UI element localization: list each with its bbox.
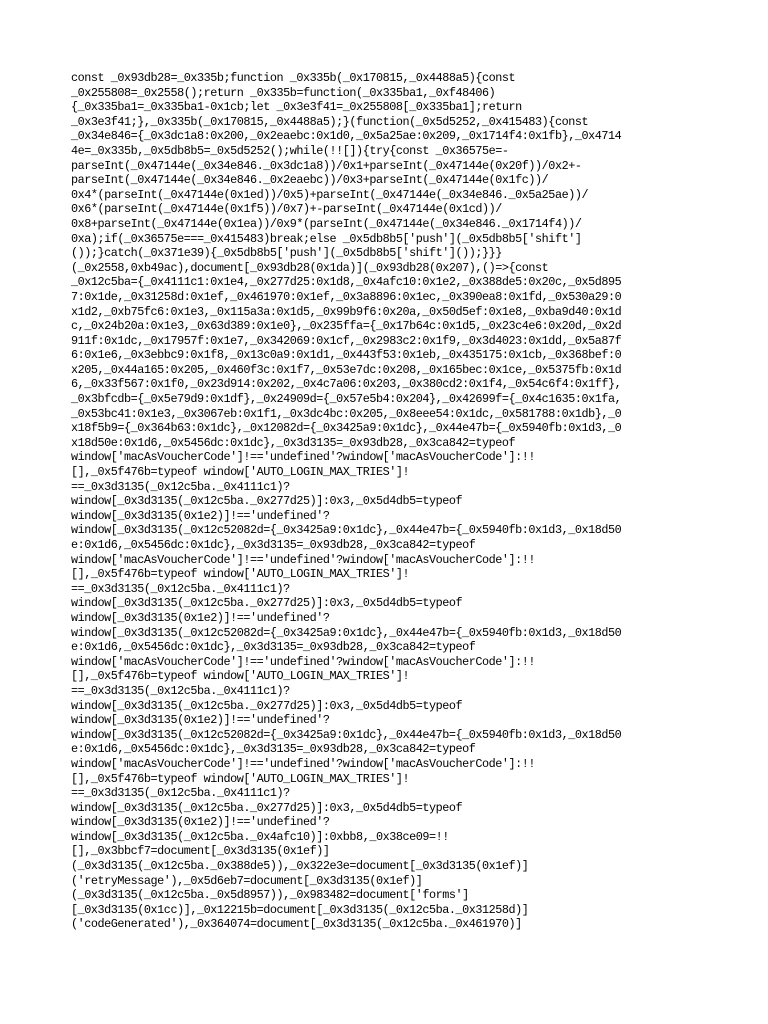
code-line: 0x4*(parseInt(_0x47144e(0x1ed))/0x5)+parseInt(_0x47144e(_0x34e846._0x5a25ae))/: [71, 187, 589, 202]
code-line: window[_0x3d3135(_0x12c5ba._0x277d25)]:0x3,_0x5d4db5=typeof: [71, 800, 463, 815]
code-line: window[_0x3d3135(_0x12c52082d={_0x3425a9:0x1dc},_0x44e47b={_0x5940fb:0x1d3,_0x18d50: [71, 523, 622, 538]
code-line: x1d2,_0xb75fc6:0x1e3,_0x115a3a:0x1d5,_0x99b9f6:0x20a,_0x50d5ef:0x1e8,_0xba9d40:0x1d: [71, 304, 622, 319]
code-line: 0xa);if(_0x36575e===_0x415483)break;else _0x5db8b5['push'](_0x5db8b5['shift']: [71, 231, 582, 246]
code-line: c,_0x24b20a:0x1e3,_0x63d389:0x1e0},_0x235ffa={_0x17b64c:0x1d5,_0x23c4e6:0x20d,_0x2d: [71, 319, 622, 334]
code-line: [],_0x5f476b=typeof window['AUTO_LOGIN_MAX_TRIES']!: [71, 771, 410, 786]
code-line: x18d50e:0x1d6,_0x5456dc:0x1dc},_0x3d3135=_0x93db28,_0x3ca842=typeof: [71, 435, 516, 450]
code-line: ==_0x3d3135(_0x12c5ba._0x4111c1)?: [71, 581, 290, 596]
code-line: window[_0x3d3135(0x1e2)]!=='undefined'?: [71, 508, 330, 523]
code-line: window[_0x3d3135(_0x12c52082d={_0x3425a9:0x1dc},_0x44e47b={_0x5940fb:0x1d3,_0x18d50: [71, 727, 622, 742]
code-line: parseInt(_0x47144e(_0x34e846._0x3dc1a8))/0x1+parseInt(_0x47144e(0x20f))/0x2+-: [71, 158, 582, 173]
code-line: window[_0x3d3135(_0x12c5ba._0x277d25)]:0x3,_0x5d4db5=typeof: [71, 698, 463, 713]
code-line: window['macAsVoucherCode']!=='undefined'?window['macAsVoucherCode']:!!: [71, 450, 536, 465]
code-line: ('retryMessage'),_0x5d6eb7=document[_0x3d3135(0x1ef)]: [71, 873, 423, 888]
code-line: _0x12c5ba={_0x4111c1:0x1e4,_0x277d25:0x1d8,_0x4afc10:0x1e2,_0x388de5:0x20c,_0x5d895: [71, 275, 622, 290]
code-line: x205,_0x44a165:0x205,_0x460f3c:0x1f7,_0x53e7dc:0x208,_0x165bec:0x1ce,_0x5375fb:0x1d: [71, 362, 622, 377]
code-line: e:0x1d6,_0x5456dc:0x1dc},_0x3d3135=_0x93db28,_0x3ca842=typeof: [71, 538, 476, 552]
code-line: [],_0x3bbcf7=document[_0x3d3135(0x1ef)]: [71, 844, 330, 859]
code-line: [],_0x5f476b=typeof window['AUTO_LOGIN_MAX_TRIES']!: [71, 567, 410, 582]
code-line: e:0x1d6,_0x5456dc:0x1dc},_0x3d3135=_0x93db28,_0x3ca842=typeof: [71, 742, 476, 757]
code-line: window[_0x3d3135(_0x12c5ba._0x4afc10)]:0xbb8,_0x38ce09=!!: [71, 829, 449, 844]
code-line: const _0x93db28=_0x335b;function _0x335b(_0x170815,_0x4488a5){const: [71, 71, 516, 85]
code-line: 6:0x1e6,_0x3ebbc9:0x1f8,_0x13c0a9:0x1d1,_0x443f53:0x1eb,_0x435175:0x1cb,_0x368bef:0: [71, 348, 622, 363]
code-line: 0x8+parseInt(_0x47144e(0x1ea))/0x9*(parseInt(_0x47144e(_0x34e846._0x1714f4))/: [71, 216, 582, 231]
code-line: _0x3e3f41;},_0x335b(_0x170815,_0x4488a5);}(function(_0x5d5252,_0x415483){const: [71, 114, 589, 129]
code-line: _0x255808=_0x2558();return _0x335b=function(_0x335ba1,_0xf48406): [71, 85, 496, 100]
code-line: _0x53bc41:0x1e3,_0x3067eb:0x1f1,_0x3dc4bc:0x205,_0x8eee54:0x1dc,_0x581788:0x1db},_0: [71, 406, 622, 421]
code-line: _0x34e846={_0x3dc1a8:0x200,_0x2eaebc:0x1d0,_0x5a25ae:0x209,_0x1714f4:0x1fb},_0x4714: [71, 129, 622, 144]
code-line: window[_0x3d3135(0x1e2)]!=='undefined'?: [71, 610, 330, 625]
code-line: window[_0x3d3135(_0x12c52082d={_0x3425a9:0x1dc},_0x44e47b={_0x5940fb:0x1d3,_0x18d50: [71, 625, 622, 640]
code-line: 0x6*(parseInt(_0x47144e(0x1f5))/0x7)+-parseInt(_0x47144e(0x1cd))/: [71, 202, 502, 217]
code-line: 7:0x1de,_0x31258d:0x1ef,_0x461970:0x1ef,_0x3a8896:0x1ec,_0x390ea8:0x1fd,_0x530a29:0: [71, 289, 622, 304]
code-line: ==_0x3d3135(_0x12c5ba._0x4111c1)?: [71, 786, 290, 801]
code-line: window['macAsVoucherCode']!=='undefined'?window['macAsVoucherCode']:!!: [71, 756, 536, 771]
code-line: (_0x3d3135(_0x12c5ba._0x388de5)),_0x322e3e=document[_0x3d3135(0x1ef)]: [71, 859, 529, 874]
code-line: window[_0x3d3135(0x1e2)]!=='undefined'?: [71, 815, 330, 830]
code-line: parseInt(_0x47144e(_0x34e846._0x2eaebc))/0x3+parseInt(_0x47144e(0x1fc))/: [71, 173, 549, 188]
code-line: (_0x2558,0xb49ac),document[_0x93db28(0x1da)](_0x93db28(0x207),()=>{const: [71, 260, 549, 275]
code-line: {_0x335ba1=_0x335ba1-0x1cb;let _0x3e3f41=_0x255808[_0x335ba1];return: [71, 100, 522, 115]
code-line: x18f5b9={_0x364b63:0x1dc},_0x12082d={_0x3425a9:0x1dc},_0x44e47b={_0x5940fb:0x1d3,_0: [71, 421, 622, 436]
code-line: window[_0x3d3135(_0x12c5ba._0x277d25)]:0x3,_0x5d4db5=typeof: [71, 596, 463, 611]
code-line: ==_0x3d3135(_0x12c5ba._0x4111c1)?: [71, 479, 290, 494]
code-line: 4e=_0x335b,_0x5db8b5=_0x5d5252();while(!![]){try{const _0x36575e=-: [71, 143, 509, 158]
code-text-block: [71, 71, 703, 932]
code-line: window[_0x3d3135(0x1e2)]!=='undefined'?: [71, 713, 330, 728]
code-line: window['macAsVoucherCode']!=='undefined'?window['macAsVoucherCode']:!!: [71, 552, 536, 567]
code-line: ('codeGenerated'),_0x364074=document[_0x3d3135(_0x12c5ba._0x461970)]: [71, 917, 522, 932]
code-line: [],_0x5f476b=typeof window['AUTO_LOGIN_MAX_TRIES']!: [71, 669, 410, 684]
code-line: window[_0x3d3135(_0x12c5ba._0x277d25)]:0x3,_0x5d4db5=typeof: [71, 494, 463, 509]
code-line: _0x3bfcdb={_0x5e79d9:0x1df},_0x24909d={_0x57e5b4:0x204},_0x42699f={_0x4c1635:0x1fa,: [71, 392, 622, 407]
code-line: e:0x1d6,_0x5456dc:0x1dc},_0x3d3135=_0x93db28,_0x3ca842=typeof: [71, 640, 476, 655]
code-line: 6,_0x33f567:0x1f0,_0x23d914:0x202,_0x4c7a06:0x203,_0x380cd2:0x1f4,_0x54c6f4:0x1ff},: [71, 377, 622, 392]
code-line: [],_0x5f476b=typeof window['AUTO_LOGIN_MAX_TRIES']!: [71, 465, 410, 480]
code-line: ==_0x3d3135(_0x12c5ba._0x4111c1)?: [71, 683, 290, 698]
code-line: 911f:0x1dc,_0x17957f:0x1e7,_0x342069:0x1cf,_0x2983c2:0x1f9,_0x3d4023:0x1dd,_0x5a87f: [71, 333, 622, 348]
code-line: ());}catch(_0x371e39){_0x5db8b5['push'](_0x5db8b5['shift']());}}}: [71, 246, 502, 261]
code-line: (_0x3d3135(_0x12c5ba._0x5d8957)),_0x983482=document['forms']: [71, 888, 469, 903]
code-line: [_0x3d3135(0x1cc)],_0x12215b=document[_0x3d3135(_0x12c5ba._0x31258d)]: [71, 902, 529, 917]
code-line: window['macAsVoucherCode']!=='undefined'?window['macAsVoucherCode']:!!: [71, 654, 536, 669]
